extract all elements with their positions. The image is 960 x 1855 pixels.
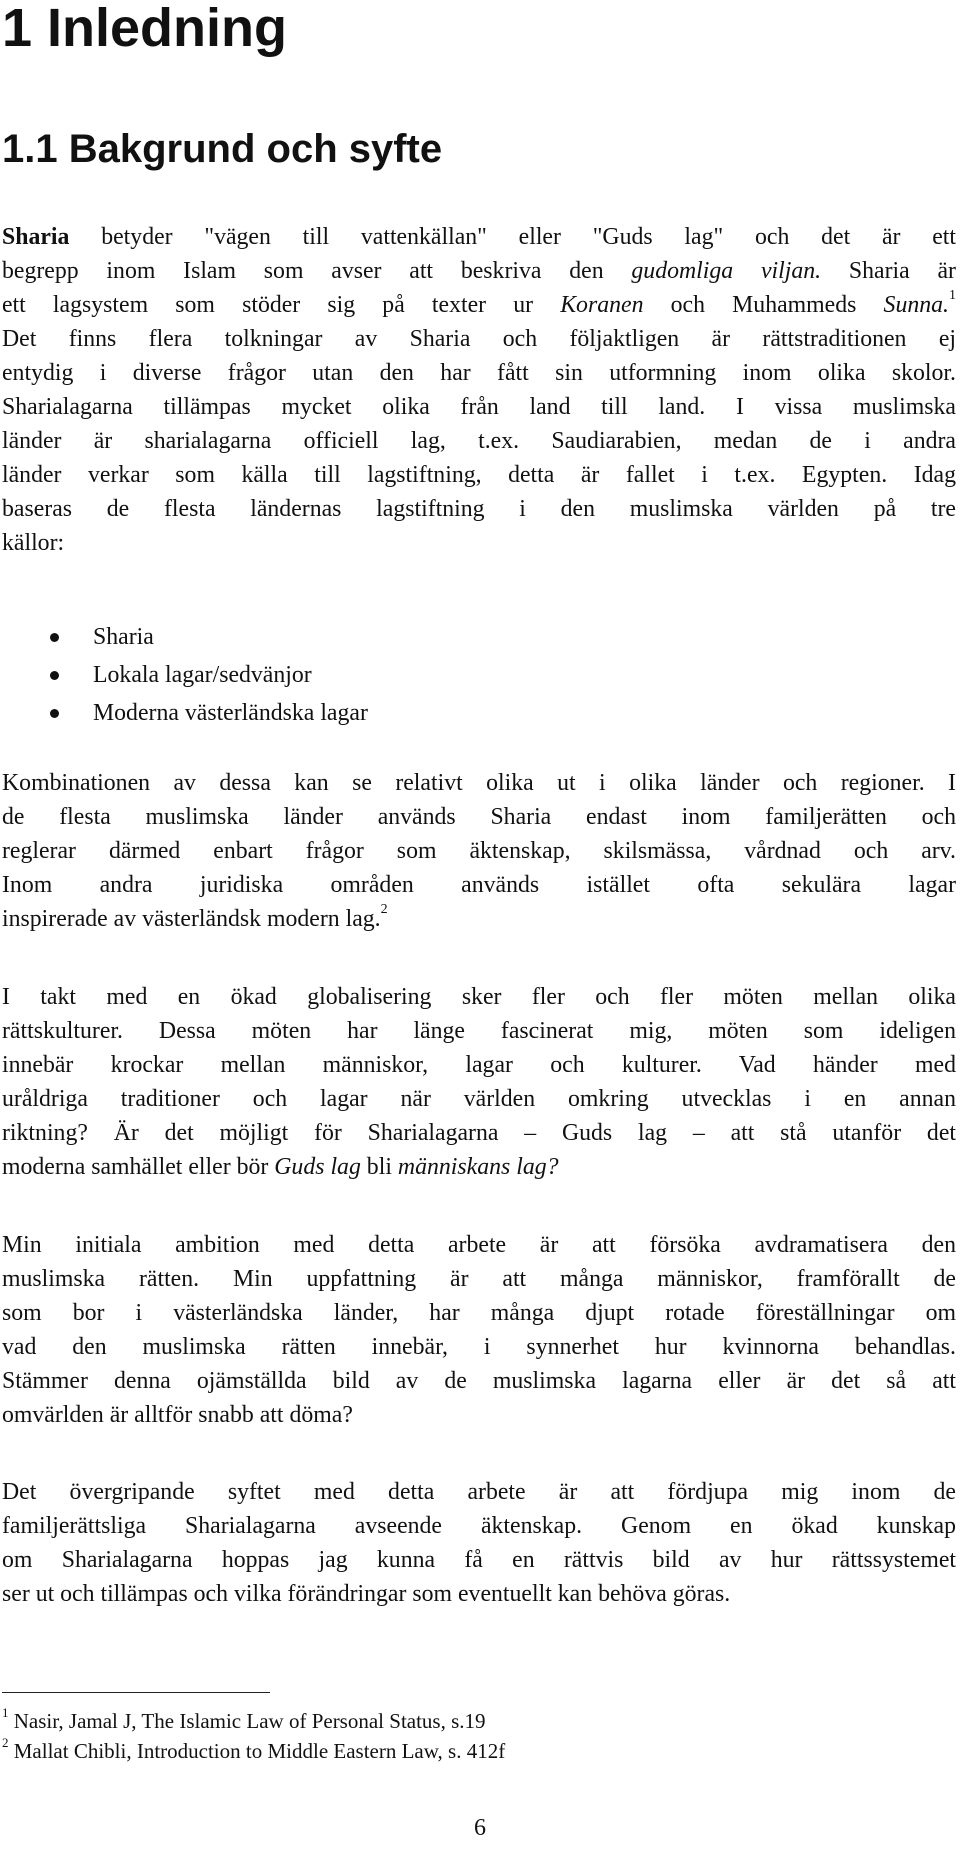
footnote-separator	[2, 1692, 270, 1693]
section-heading: 1.1 Bakgrund och syfte	[2, 127, 443, 171]
text-line: uråldriga traditioner och lagar när världen omkring utvecklas i en annan	[2, 1086, 956, 1112]
text-line: inspirerade av västerländsk modern lag.$^2$	[2, 902, 388, 932]
text-line: rättskulturer. Dessa möten har länge fascinerat mig, möten som ideligen	[2, 1018, 956, 1044]
text-line: Sharia betyder "vägen till vattenkällan" eller "Guds lag" och det är ett	[2, 224, 956, 250]
chapter-heading: 1 Inledning	[2, 0, 288, 58]
paragraph-globalisation	[2, 980, 956, 1184]
paragraph-purpose	[2, 1475, 956, 1611]
text-line: begrepp inom Islam som avser att beskriva den gudomliga viljan. Sharia är	[2, 258, 956, 284]
text-line: innebär krockar mellan människor, lagar och kulturer. Vad händer med	[2, 1052, 956, 1078]
text-line: moderna samhället eller bör Guds lag bli människans lag?	[2, 1154, 559, 1180]
text-line: Sharialagarna tillämpas mycket olika från land till land. I vissa muslimska	[2, 394, 956, 420]
text-line: källor:	[2, 530, 65, 556]
text-line: entydig i diverse frågor utan den har fått sin utformning inom olika skolor.	[2, 360, 956, 386]
bullet-icon	[50, 633, 59, 642]
text-line: omvärlden är alltför snabb att döma?	[2, 1402, 353, 1428]
text-line: Kombinationen av dessa kan se relativt olika ut i olika länder och regioner. I	[2, 770, 956, 796]
text-line: reglerar därmed enbart frågor som äktenskap, skilsmässa, vårdnad och arv.	[2, 838, 956, 864]
page-number: 6	[474, 1815, 486, 1841]
footnote-2: $^2$ Mallat Chibli, Introduction to Middle Eastern Law, s. 412f	[2, 1735, 506, 1763]
text-line: I takt med en ökad globalisering sker fler och fler möten mellan olika	[2, 984, 956, 1010]
text-line: riktning? Är det möjligt för Sharialagarna – Guds lag – att stå utanför det	[2, 1120, 956, 1146]
text-line: om Sharialagarna hoppas jag kunna få en rättvis bild av hur rättssystemet	[2, 1547, 956, 1573]
text-line: muslimska rätten. Min uppfattning är att många människor, framförallt de	[2, 1266, 956, 1292]
footnote-1: $^1$ Nasir, Jamal J, The Islamic Law of Personal Status, s.19	[2, 1705, 486, 1733]
bullet-icon	[50, 671, 59, 680]
text-line: Det finns flera tolkningar av Sharia och följaktligen är rättstraditionen ej	[2, 326, 956, 352]
document-page: 1 Inledning 1.1 Bakgrund och syfte Sharia betyder "vägen till vattenkällan" eller "Guds lag" och det är ett begrepp inom Islam som avser att beskriva den gudomliga viljan. Sharia är ett lagsystem som stöder sig på texter ur Koranen och Muhammeds Sunna.$^1$ Det finns flera tolkningar av Sharia och följaktligen är rättstraditionen ej entydig i diverse frågor utan den har fått sin utformning inom olika skolor. Sharialagarna tillämpas mycket olika från land till land. I vissa muslimska länder är sharialagarna officiell lag, t.ex. Saudiarabien, medan de i andra länder verkar som källa till lagstiftning, detta är fallet i t.ex. Egypten. Idag baseras de flesta ländernas lagstiftning i den muslimska världen på tre källor: Sharia Lokala lagar/sedvänjor Moderna västerländska lagar Kombinationen av dessa kan se relativt olika ut i olika länder och regioner. I de flesta muslimska länder används Sharia endast inom familjerätten och reglerar därmed enbart frågor som äktenskap, skilsmässa, vårdnad och arv. Inom andra juridiska områden används istället ofta sekulära lagar inspirerade av västerländsk modern lag.$^2$ I takt med en ökad globalisering sker fler och fler möten mellan olika rättskulturer. Dessa möten har länge fascinerat mig, möten som ideligen innebär krockar mellan människor, lagar och kulturer. Vad händer med uråldriga traditioner och lagar när världen omkring utvecklas i en annan riktning? Är det möjligt för Sharialagarna – Guds lag – att stå utanför det moderna samhället eller bör Guds lag bli människans lag? Min initiala ambition med detta arbete är att försöka avdramatisera den muslimska rätten. Min uppfattning är att många människor, framförallt de som bor i västerländska länder, har många djupt rotade föreställningar om vad den muslimska rätten innebär, i synnerhet hur kvinnorna behandlas. Stämmer denna ojämställda bild av de muslimska lagarna eller är det så att omvärlden är alltför snabb att döma? Det övergripande syftet med detta arbete är att fördjupa mig inom de familjerättsliga Sharialagarna avseende äktenskap. Genom en ökad kunskap om Sharialagarna hoppas jag kunna få en rättvis bild av hur rättssystemet ser ut och tillämpas och vilka förändringar som eventuellt kan behöva göras. $^1$ Nasir, Jamal J, The Islamic Law of Personal Status, s.19 $^2$ Mallat Chibli, Introduction to Middle Eastern Law, s. 412f 6	[0, 0, 960, 1855]
bullet-icon	[50, 709, 59, 718]
text-line: länder verkar som källa till lagstiftning, detta är fallet i t.ex. Egypten. Idag	[2, 462, 956, 488]
paragraph-combination	[2, 766, 956, 936]
paragraph-ambition	[2, 1228, 956, 1432]
text-line: länder är sharialagarna officiell lag, t.ex. Saudiarabien, medan de i andra	[2, 428, 956, 454]
paragraph-background	[2, 220, 956, 560]
text-line: baseras de flesta ländernas lagstiftning i den muslimska världen på tre	[2, 496, 956, 522]
text-line: Det övergripande syftet med detta arbete är att fördjupa mig inom de	[2, 1479, 956, 1505]
text-line: vad den muslimska rätten innebär, i synnerhet hur kvinnorna behandlas.	[2, 1334, 956, 1360]
text-line: Inom andra juridiska områden används istället ofta sekulära lagar	[2, 872, 956, 898]
text-line: som bor i västerländska länder, har många djupt rotade föreställningar om	[2, 1300, 956, 1326]
text-line: de flesta muslimska länder används Sharia endast inom familjerätten och	[2, 804, 956, 830]
text-line: Min initiala ambition med detta arbete är att försöka avdramatisera den	[2, 1232, 956, 1258]
text-line: familjerättsliga Sharialagarna avseende äktenskap. Genom en ökad kunskap	[2, 1513, 956, 1539]
text-line: ett lagsystem som stöder sig på texter ur Koranen och Muhammeds Sunna.$^1$	[2, 288, 956, 318]
text-line: ser ut och tillämpas och vilka förändringar som eventuellt kan behöva göras.	[2, 1581, 731, 1607]
text-line: Stämmer denna ojämställda bild av de muslimska lagarna eller är det så att	[2, 1368, 956, 1394]
